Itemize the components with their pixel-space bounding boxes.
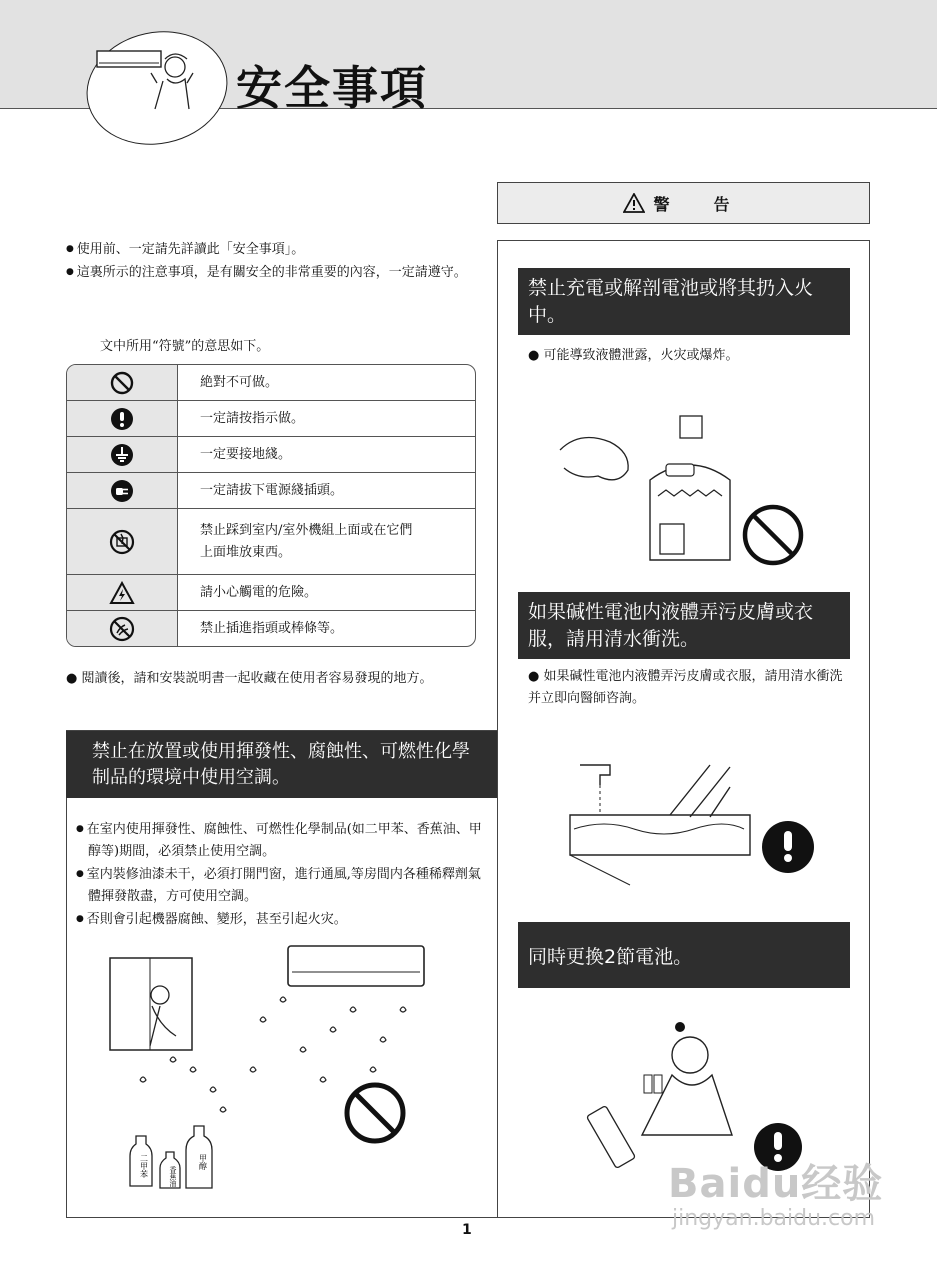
bottle-label: 二甲苯 [139,1154,149,1178]
symbol-table [66,364,476,647]
battery-fire-title: 禁止充電或解剖電池或將其扔入火中。 [518,268,850,335]
warning-triangle-icon [623,193,645,213]
symbol-meaning: 一定請按指示做。 [200,410,305,426]
page-number: 1 [462,1222,472,1238]
no-step-icon [67,509,178,574]
electric-shock-icon [67,575,178,610]
chemicals-bullet: ● 否則會引起機器腐蝕、變形，甚至引起火灾。 [76,908,491,931]
symbol-meaning: 絶對不可做。 [200,374,279,390]
watermark-brand: Baidu经验 [668,1161,884,1207]
symbol-meaning: 禁止踩到室内/室外機組上面或在它們 上面堆放東西。 [200,522,413,560]
symbol-meaning: 一定要接地綫。 [200,446,292,462]
chemicals-bullets [76,818,491,931]
mandatory-icon [67,401,178,436]
battery-fire-illustration [540,400,840,570]
bottle-label: 香蕉油 [169,1166,177,1187]
intro-bullet: ● 這裏所示的注意事項，是有關安全的非常重要的內容，一定請遵守。 [66,261,476,284]
watermark-url: jingyan.baidu.com [672,1206,876,1231]
symbol-row [67,610,475,646]
battery-replace-title: 同時更換2節電池。 [518,922,850,988]
symbol-row [67,436,475,472]
header-illustration [76,18,238,157]
warning-header [497,182,870,224]
intro-bullet: ● 使用前、一定請先詳讀此「安全事項」。 [66,238,476,261]
symbol-row [67,574,475,610]
bottle-label: 甲醇 [198,1154,208,1170]
chemicals-bullet: ● 室内裝修油漆未干，必須打開門窗，進行通風,等房間内各種稀釋劑氣體揮發散盡，方可使用空調。 [76,863,491,908]
storage-note: ● 閲讀後，請和安裝説明書一起收藏在使用者容易發現的地方。 [66,671,433,686]
battery-leak-illustration [560,745,850,895]
chemicals-bullet: ● 在室内使用揮發性、腐蝕性、可燃性化學制品(如二甲苯、香蕉油、甲醇等)期間，必須禁止使用空調。 [76,818,491,863]
symbol-row [67,508,475,574]
symbol-meaning: 請小心觸電的危險。 [200,584,318,600]
symbol-meaning: 禁止插進指頭或棒條等。 [200,620,344,636]
chemicals-illustration [100,940,460,1190]
battery-fire-bullet: ● 可能導致液體泄露，火灾或爆炸。 [528,348,739,363]
unplug-icon [67,473,178,508]
symbol-meaning: 一定請拔下電源綫插頭。 [200,482,344,498]
symbol-row [67,365,475,400]
no-finger-icon [67,611,178,646]
battery-leak-bullet: ● 如果碱性電池内液體弄污皮膚或衣服，請用清水衝洗并立即向醫師咨詢。 [528,669,843,706]
prohibited-icon [67,365,178,400]
ground-icon [67,437,178,472]
symbol-row [67,400,475,436]
page-title: 安全事項 [236,61,428,115]
watermark [668,1162,883,1232]
symbol-row [67,472,475,508]
warning-label: 警 告 [653,194,744,214]
battery-replace-illustration [580,1015,830,1185]
symbols-intro: 文中所用“符號”的意思如下。 [100,339,270,354]
chemicals-title: 禁止在放置或使用揮發性、腐蝕性、可燃性化學制品的環境中使用空調。 [66,731,497,798]
battery-leak-title: 如果碱性電池内液體弄污皮膚或衣服，請用清水衝洗。 [518,592,850,659]
intro-bullets [66,238,476,284]
